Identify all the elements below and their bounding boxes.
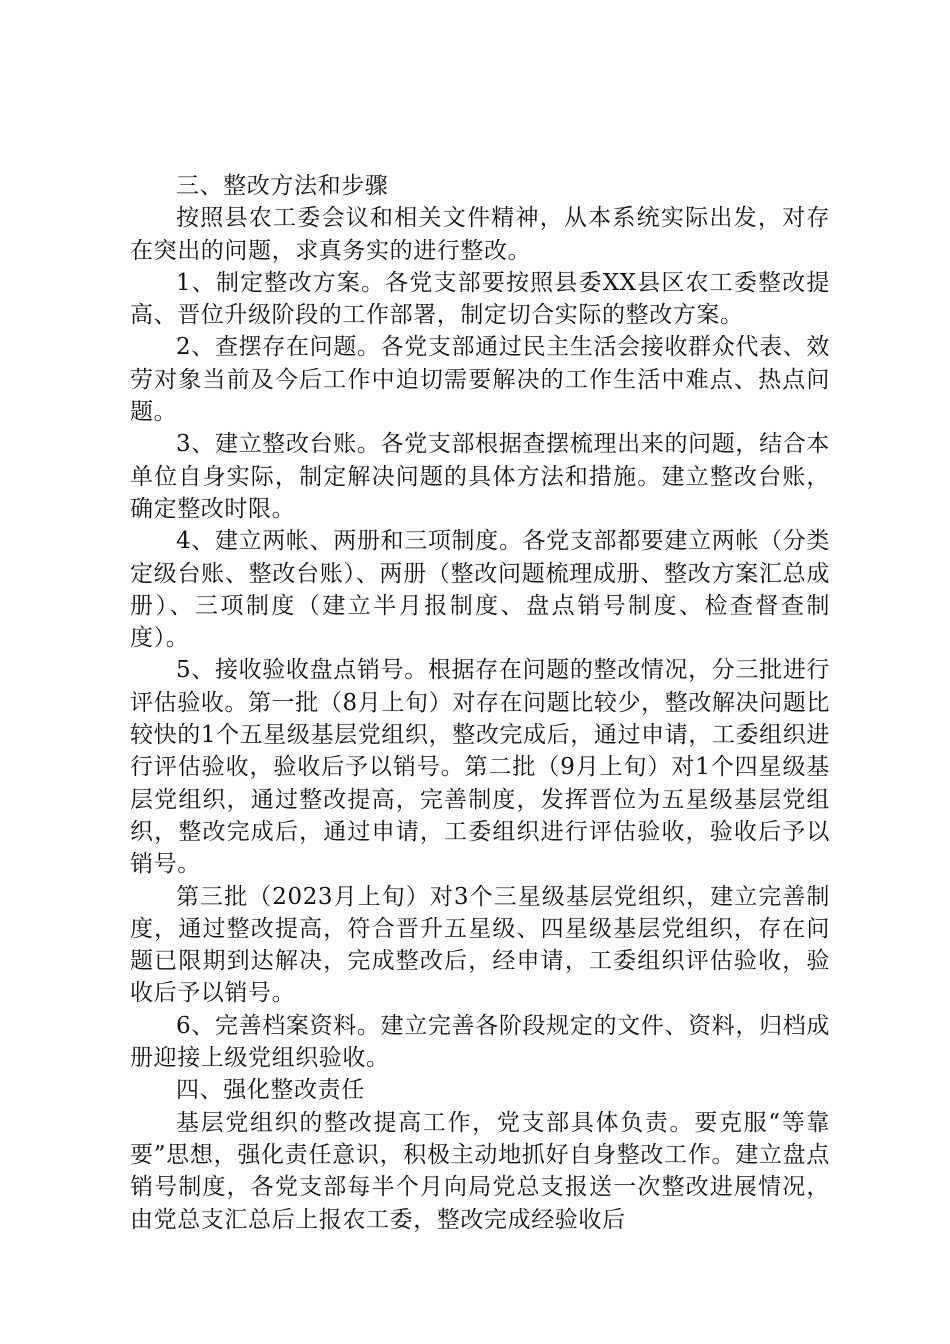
- section-heading-methods: 三、整改方法和步骤: [176, 173, 389, 199]
- section-heading-responsibility: 四、强化整改责任: [176, 1077, 365, 1104]
- document-body: [130, 170, 830, 1236]
- paragraph-intro: 按照县农工委会议和相关文件精神，从本系统实际出发，对存在突出的问题，求真务实的进行整改。: [130, 205, 830, 264]
- paragraph-step-6: 6、完善档案资料。建立完善各阶段规定的文件、资料，归档成册迎接上级党组织验收。: [130, 1012, 830, 1072]
- paragraph-step-3: 3、建立整改台账。各党支部根据查摆梳理出来的问题，结合本单位自身实际，制定解决问题的具体方法和措施。建立整改台账，确定整改时限。: [130, 431, 830, 522]
- paragraph-step-5: 5、接收验收盘点销号。根据存在问题的整改情况，分三批进行评估验收。第一批（8月上旬）对存在问题比较少，整改解决问题比较快的1个五星级基层党组织，整改完成后，通过申请，工委组织进行评估验收，验收后予以销号。第二批（9月上旬）对1个四星级基层党组织，通过整改提高，完善制度，发挥晋位为五星级基层党组织，整改完成后，通过申请，工委组织进行评估验收，验收后予以销号。: [130, 657, 830, 878]
- paragraph-step-2: 2、查摆存在问题。各党支部通过民主生活会接收群众代表、效劳对象当前及今后工作中迫切需要解决的工作生活中难点、热点问题。: [130, 334, 830, 426]
- paragraph-step-1: 1、制定整改方案。各党支部要按照县委XX县区农工委整改提高、晋位升级阶段的工作部署，制定切合实际的整改方案。: [130, 269, 830, 329]
- paragraph-step-4: 4、建立两帐、两册和三项制度。各党支部都要建立两帐（分类定级台账、整改台账）、两册（整改问题梳理成册、整改方案汇总成册）、三项制度（建立半月报制度、盘点销号制度、检查督查制度）。: [130, 528, 830, 652]
- paragraph-responsibility: 基层党组织的整改提高工作，党支部具体负责。要克服“等靠要”思想，强化责任意识，积极主动地抓好自身整改工作。建立盘点销号制度，各党支部每半个月向局党总支报送一次整改进展情况，由党总支汇总后上报农工委，整改完成经验收后: [130, 1109, 830, 1233]
- paragraph-step-5-batch-3: 第三批（2023月上旬）对3个三星级基层党组织，建立完善制度，通过整改提高，符合晋升五星级、四星级基层党组织，存在问题已限期到达解决，完成整改后，经申请，工委组织评估验收，验收后予以销号。: [130, 883, 830, 1007]
